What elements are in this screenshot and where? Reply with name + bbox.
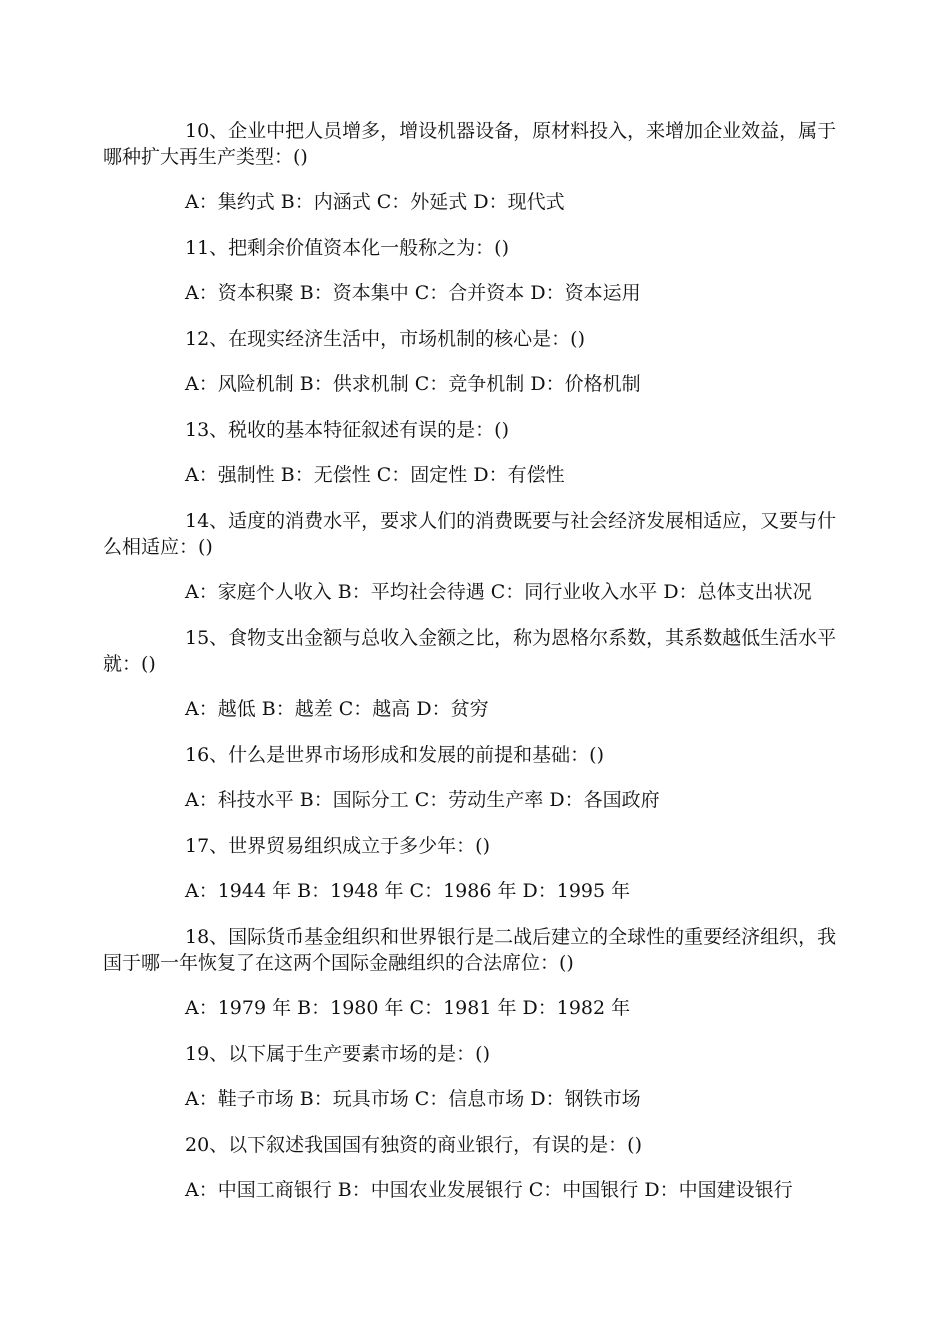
question-block-13	[103, 417, 843, 488]
answer-options: A：强制性 B：无偿性 C：固定性 D：有偿性	[185, 464, 565, 486]
question-block-11	[103, 235, 843, 306]
answer-options: A：中国工商银行 B：中国农业发展银行 C：中国银行 D：中国建设银行	[185, 1179, 793, 1201]
answer-options: A：集约式 B：内涵式 C：外延式 D：现代式	[185, 191, 565, 213]
question-text: 18、国际货币基金组织和世界银行是二战后建立的全球性的重要经济组织，我国于哪一年恢复了在这两个国际金融组织的合法席位：()	[103, 926, 837, 974]
question-block-17	[103, 833, 843, 904]
question-block-20	[103, 1132, 843, 1203]
question-text: 12、在现实经济生活中，市场机制的核心是：()	[185, 328, 586, 350]
question-text: 20、以下叙述我国国有独资的商业银行，有误的是：()	[185, 1134, 643, 1156]
question-text: 15、食物支出金额与总收入金额之比，称为恩格尔系数，其系数越低生活水平就：()	[103, 627, 837, 675]
question-text: 17、世界贸易组织成立于多少年：()	[185, 835, 491, 857]
question-text: 14、适度的消费水平，要求人们的消费既要与社会经济发展相适应，又要与什么相适应：()	[103, 510, 837, 558]
question-block-16	[103, 742, 843, 813]
answer-options: A：家庭个人收入 B：平均社会待遇 C：同行业收入水平 D：总体支出状况	[185, 581, 812, 603]
question-text: 13、税收的基本特征叙述有误的是：()	[185, 419, 510, 441]
answer-options: A：资本积聚 B：资本集中 C：合并资本 D：资本运用	[185, 282, 641, 304]
question-block-10	[103, 118, 843, 215]
question-block-15	[103, 625, 843, 722]
answer-options: A：风险机制 B：供求机制 C：竞争机制 D：价格机制	[185, 373, 641, 395]
answer-options: A：1979 年 B：1980 年 C：1981 年 D：1982 年	[185, 997, 631, 1019]
question-text: 16、什么是世界市场形成和发展的前提和基础：()	[185, 744, 605, 766]
question-text: 11、把剩余价值资本化一般称之为：()	[185, 237, 510, 259]
answer-options: A：鞋子市场 B：玩具市场 C：信息市场 D：钢铁市场	[185, 1088, 641, 1110]
answer-options: A：1944 年 B：1948 年 C：1986 年 D：1995 年	[185, 880, 631, 902]
question-block-12	[103, 326, 843, 397]
question-text: 19、以下属于生产要素市场的是：()	[185, 1043, 491, 1065]
answer-options: A：科技水平 B：国际分工 C：劳动生产率 D：各国政府	[185, 789, 660, 811]
answer-options: A：越低 B：越差 C：越高 D：贫穷	[185, 698, 489, 720]
question-list	[103, 118, 843, 1223]
question-block-14	[103, 508, 843, 605]
question-text: 10、企业中把人员增多，增设机器设备，原材料投入，来增加企业效益，属于哪种扩大再生产类型：()	[103, 120, 837, 168]
question-block-19	[103, 1041, 843, 1112]
question-block-18	[103, 924, 843, 1021]
